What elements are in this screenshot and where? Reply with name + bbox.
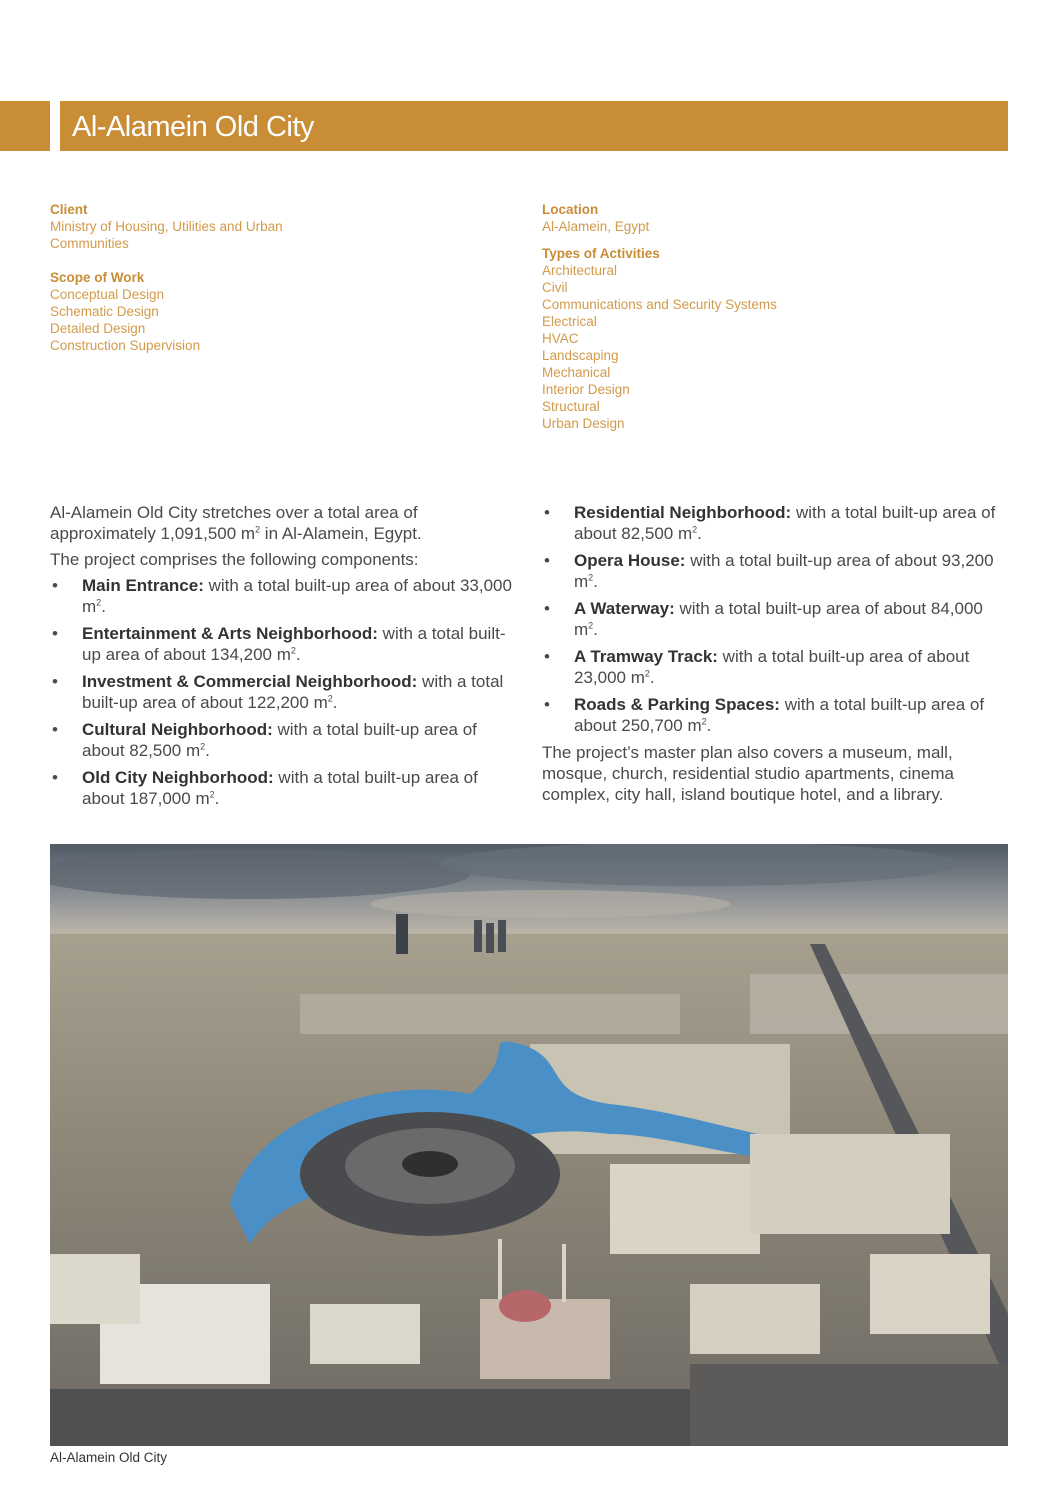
building xyxy=(50,1254,140,1324)
closing-paragraph: The project’s master plan also covers a museum, mall, mosque, church, residential studio apartments, cinema complex, city hall, island boutique hotel, and a library. xyxy=(542,743,954,804)
client-line: Communities xyxy=(50,236,129,251)
activity-item: Interior Design xyxy=(542,382,630,397)
title-bar xyxy=(0,101,1008,151)
page-title: Al-Alamein Old City xyxy=(72,111,314,143)
aerial-photo xyxy=(50,844,1008,1446)
client-label: Client xyxy=(50,202,88,217)
title-bar-main xyxy=(60,101,1008,151)
activity-item: Mechanical xyxy=(542,365,611,380)
activity-item: Structural xyxy=(542,399,600,414)
mosque-dome xyxy=(499,1290,551,1322)
activity-item: Landscaping xyxy=(542,348,619,363)
minaret xyxy=(562,1244,566,1302)
component-item: • Residential Neighborhood: with a total built-up area of about 82,500 $m^2$. xyxy=(544,503,996,543)
component-item: • A Tramway Track: with a total built-up area of about 23,000 $m^2$. xyxy=(544,647,970,687)
client-line: Ministry of Housing, Utilities and Urban xyxy=(50,219,283,234)
activity-item: HVAC xyxy=(542,331,579,346)
component-item: • Roads & Parking Spaces: with a total built-up area of about 250,700 $m^2$. xyxy=(544,695,985,735)
component-item: • Opera House: with a total built-up area of about 93,200 $m^2$. xyxy=(544,551,994,591)
component-list-right xyxy=(542,502,1008,736)
intro-lead: The project comprises the following components: xyxy=(50,550,419,569)
central-ring-court xyxy=(402,1151,458,1177)
activities-label: Types of Activities xyxy=(542,246,660,261)
minaret xyxy=(498,1239,502,1299)
activity-item: Electrical xyxy=(542,314,597,329)
building xyxy=(870,1254,990,1334)
location-label: Location xyxy=(542,202,599,217)
meta-right-column xyxy=(542,201,942,432)
parking-lot xyxy=(690,1364,1008,1446)
cloud xyxy=(50,849,470,899)
scope-label: Scope of Work xyxy=(50,270,145,285)
photo-caption: Al-Alamein Old City xyxy=(50,1450,168,1465)
component-item: • A Waterway: with a total built-up area of about 84,000 $m^2$. xyxy=(544,599,983,639)
scope-item: Schematic Design xyxy=(50,304,159,319)
meta-left-column xyxy=(50,201,330,354)
building xyxy=(690,1284,820,1354)
title-bar-accent-block xyxy=(0,101,50,151)
location-value: Al-Alamein, Egypt xyxy=(542,219,650,234)
scope-list xyxy=(50,286,330,354)
activity-item: Urban Design xyxy=(542,416,625,431)
building xyxy=(310,1304,420,1364)
distant-tower xyxy=(486,923,494,953)
body-right-column xyxy=(542,502,1008,810)
scope-item: Construction Supervision xyxy=(50,338,201,353)
activity-item: Civil xyxy=(542,280,568,295)
activity-item: Architectural xyxy=(542,263,618,278)
activity-item: Communications and Security Systems xyxy=(542,297,777,312)
road xyxy=(50,1389,690,1446)
component-item: • Entertainment & Arts Neighborhood: with a total built-up area of about 134,200 $m^2$. xyxy=(52,624,506,664)
component-item: • Investment & Commercial Neighborhood: with a total built-up area of about 122,200 $m^2$. xyxy=(52,672,504,712)
distant-tower xyxy=(474,920,482,952)
distant-blocks xyxy=(300,994,680,1034)
component-list-left xyxy=(50,575,515,809)
activities-list xyxy=(542,262,942,432)
distant-blocks xyxy=(750,974,1008,1034)
distant-tower xyxy=(396,914,408,954)
building xyxy=(750,1134,950,1234)
component-item: • Main Entrance: with a total built-up area of about 33,000 $m^2$. xyxy=(52,576,512,616)
cloud xyxy=(440,844,960,886)
component-item: • Cultural Neighborhood: with a total built-up area of about 82,500 $m^2$. xyxy=(52,720,477,760)
scope-item: Detailed Design xyxy=(50,321,146,336)
body-left-column xyxy=(50,502,515,815)
building xyxy=(610,1164,760,1254)
component-item: • Old City Neighborhood: with a total built-up area of about 187,000 $m^2$. xyxy=(52,768,478,808)
distant-tower xyxy=(498,920,506,952)
scope-item: Conceptual Design xyxy=(50,287,165,302)
cloud xyxy=(370,890,730,918)
intro-paragraph: Al-Alamein Old City stretches over a total area of approximately 1,091,500 $m^2$ in Al-Alamein, Egypt. xyxy=(50,503,422,543)
